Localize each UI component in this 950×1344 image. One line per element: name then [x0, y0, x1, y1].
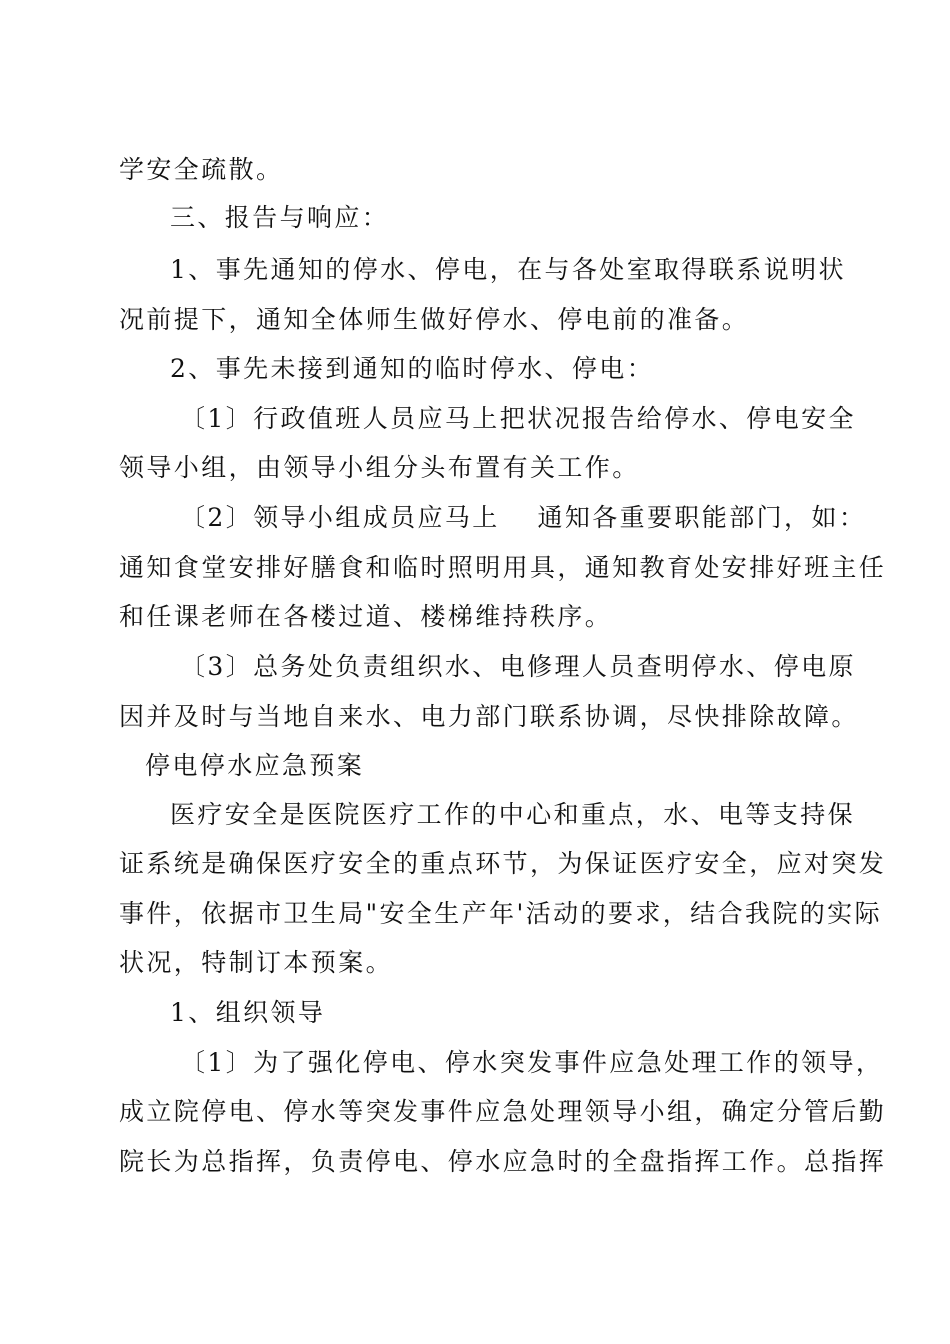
- section-heading: 1、组织领导: [170, 998, 326, 1027]
- paragraph-line: 证系统是确保医疗安全的重点环节，为保证医疗安全，应对突发: [119, 849, 887, 878]
- paragraph-line: 通知食堂安排好膳食和临时照明用具，通知教育处安排好班主任: [119, 553, 887, 582]
- paragraph-line: 因并及时与当地自来水、电力部门联系协调，尽快排除故障。: [119, 702, 859, 731]
- paragraph-line: 学安全疏散。: [119, 155, 284, 184]
- paragraph-line: 成立院停电、停水等突发事件应急处理领导小组，确定分管后勤: [119, 1097, 887, 1126]
- paragraph-line: 况前提下，通知全体师生做好停水、停电前的准备。: [119, 305, 750, 334]
- paragraph-line: 医疗安全是医院医疗工作的中心和重点，水、电等支持保: [170, 800, 856, 829]
- paragraph-line: 事件，依据市卫生局"安全生产年'活动的要求，结合我院的实际: [119, 899, 882, 928]
- paragraph-line: 〔1〕行政值班人员应马上把状况报告给停水、停电安全: [180, 404, 856, 433]
- paragraph-line: 〔1〕为了强化停电、停水突发事件应急处理工作的领导，: [180, 1048, 884, 1077]
- section-heading: 三、报告与响应：: [170, 203, 390, 232]
- paragraph-line: 领导小组，由领导小组分头布置有关工作。: [119, 453, 640, 482]
- document-title: 停电停水应急预案: [145, 751, 365, 780]
- paragraph-line: 状况，特制订本预案。: [119, 948, 394, 977]
- paragraph-line: 院长为总指挥，负责停电、停水应急时的全盘指挥工作。总指挥: [119, 1147, 887, 1176]
- paragraph-line: 2、事先未接到通知的临时停水、停电：: [170, 354, 655, 383]
- paragraph-line: 1、事先通知的停水、停电，在与各处室取得联系说明状: [170, 255, 846, 284]
- paragraph-line: 〔2〕领导小组成员应马上 通知各重要职能部门，如：: [180, 503, 867, 532]
- paragraph-line: 〔3〕总务处负责组织水、电修理人员查明停水、停电原: [180, 652, 856, 681]
- paragraph-line: 和任课老师在各楼过道、楼梯维持秩序。: [119, 602, 613, 631]
